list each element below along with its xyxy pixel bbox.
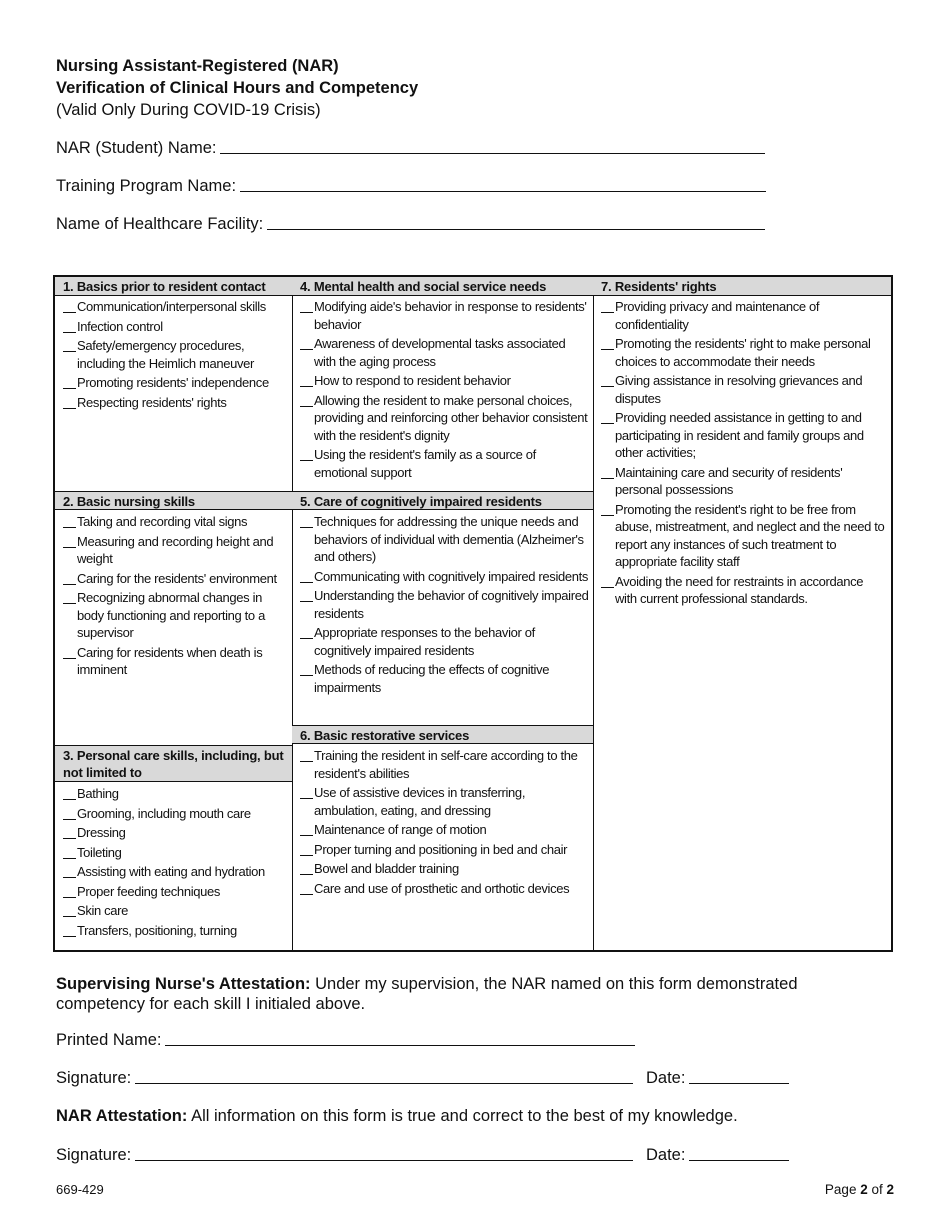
nar-signature-field[interactable]	[56, 1146, 633, 1165]
skill-item[interactable]: Maintenance of range of motion	[300, 821, 589, 839]
section-body	[292, 296, 593, 483]
skill-item[interactable]: Communicating with cognitively impaired residents	[300, 568, 589, 586]
title: Nursing Assistant-Registered (NAR)	[56, 57, 339, 75]
label: Name of Healthcare Facility:	[56, 215, 264, 233]
skill-item[interactable]: Caring for residents when death is imminent	[63, 644, 288, 679]
skill-item[interactable]: Grooming, including mouth care	[63, 805, 288, 823]
nurse-attestation	[56, 974, 846, 1014]
nurse-signature-field[interactable]	[56, 1069, 633, 1088]
skill-item[interactable]: Giving assistance in resolving grievances and disputes	[601, 372, 887, 407]
skills-table	[53, 275, 893, 952]
label: NAR (Student) Name:	[56, 139, 217, 157]
label: Date:	[646, 1146, 686, 1164]
skill-item[interactable]: Respecting residents' rights	[63, 394, 288, 412]
skill-item[interactable]: Promoting residents' independence	[63, 374, 288, 392]
input-line[interactable]	[689, 1160, 789, 1161]
subtitle: Verification of Clinical Hours and Competency	[56, 79, 419, 97]
program-name-field[interactable]	[56, 177, 766, 196]
skill-item[interactable]: Using the resident's family as a source of emotional support	[300, 446, 589, 481]
skill-item[interactable]: Understanding the behavior of cognitively impaired residents	[300, 587, 589, 622]
section-body	[55, 296, 292, 413]
nar-date-field[interactable]	[646, 1146, 789, 1165]
label: Signature:	[56, 1146, 132, 1164]
skill-item[interactable]: Proper turning and positioning in bed and chair	[300, 841, 589, 859]
printed-name-field[interactable]	[56, 1031, 635, 1050]
skill-item[interactable]: Proper feeding techniques	[63, 883, 288, 901]
skill-item[interactable]: Promoting the resident's right to be free from abuse, mistreatment, and neglect and the need to report any instances of such treatment to appropriate facility staff	[601, 501, 887, 571]
section-header: 7. Residents' rights	[593, 277, 891, 296]
facility-name-field[interactable]	[56, 215, 765, 234]
skill-item[interactable]: Toileting	[63, 844, 288, 862]
label: Signature:	[56, 1069, 132, 1087]
section-body	[55, 783, 292, 941]
student-name-field[interactable]	[56, 139, 765, 158]
section-header: 5. Care of cognitively impaired residents	[292, 491, 593, 510]
input-line[interactable]	[220, 153, 765, 154]
text: Under my supervision, the NAR named on this form demonstrated competency for each skill I initialed above.	[56, 975, 798, 1013]
skill-item[interactable]: Promoting the residents' right to make personal choices to accommodate their needs	[601, 335, 887, 370]
label: Date:	[646, 1069, 686, 1087]
skill-item[interactable]: Methods of reducing the effects of cognitive impairments	[300, 661, 589, 696]
skill-item[interactable]: Bathing	[63, 785, 288, 803]
input-line[interactable]	[135, 1160, 633, 1161]
skill-item[interactable]: Caring for the residents' environment	[63, 570, 288, 588]
label: Training Program Name:	[56, 177, 237, 195]
section-header: 1. Basics prior to resident contact	[55, 277, 292, 296]
skill-item[interactable]: Taking and recording vital signs	[63, 513, 288, 531]
validity-note: (Valid Only During COVID-19 Crisis)	[56, 101, 321, 119]
skill-item[interactable]: How to respond to resident behavior	[300, 372, 589, 390]
skill-item[interactable]: Safety/emergency procedures, including the Heimlich maneuver	[63, 337, 288, 372]
nar-attestation	[56, 1107, 738, 1126]
skill-item[interactable]: Measuring and recording height and weight	[63, 533, 288, 568]
skill-item[interactable]: Recognizing abnormal changes in body functioning and reporting to a supervisor	[63, 589, 288, 642]
skill-item[interactable]: Maintaining care and security of residents' personal possessions	[601, 464, 887, 499]
skill-item[interactable]: Allowing the resident to make personal choices, providing and reinforcing other behavior consistent with the resident's dignity	[300, 392, 589, 445]
label: Printed Name:	[56, 1031, 162, 1049]
nurse-date-field[interactable]	[646, 1069, 789, 1088]
skill-item[interactable]: Providing needed assistance in getting to and participating in resident and family groups and other activities;	[601, 409, 887, 462]
skill-item[interactable]: Communication/interpersonal skills	[63, 298, 288, 316]
skill-item[interactable]: Training the resident in self-care according to the resident's abilities	[300, 747, 589, 782]
input-line[interactable]	[135, 1083, 633, 1084]
skill-item[interactable]: Care and use of prosthetic and orthotic devices	[300, 880, 589, 898]
section-header: 6. Basic restorative services	[292, 725, 593, 744]
skill-item[interactable]: Awareness of developmental tasks associated with the aging process	[300, 335, 589, 370]
column-3	[593, 277, 891, 950]
section-body	[593, 296, 891, 610]
input-line[interactable]	[240, 191, 766, 192]
skill-item[interactable]: Use of assistive devices in transferring, ambulation, eating, and dressing	[300, 784, 589, 819]
column-2	[292, 277, 594, 950]
input-line[interactable]	[165, 1045, 635, 1046]
skill-item[interactable]: Infection control	[63, 318, 288, 336]
skill-item[interactable]: Avoiding the need for restraints in accordance with current professional standards.	[601, 573, 887, 608]
input-line[interactable]	[267, 229, 765, 230]
column-1	[55, 277, 293, 950]
label: NAR Attestation:	[56, 1107, 188, 1125]
form-number: 669-429	[56, 1182, 104, 1197]
skill-item[interactable]: Appropriate responses to the behavior of cognitively impaired residents	[300, 624, 589, 659]
label: Supervising Nurse's Attestation:	[56, 975, 311, 993]
skill-item[interactable]: Transfers, positioning, turning	[63, 922, 288, 940]
input-line[interactable]	[689, 1083, 789, 1084]
skill-item[interactable]: Skin care	[63, 902, 288, 920]
section-body	[292, 511, 593, 698]
section-body	[292, 745, 593, 899]
section-body	[55, 511, 292, 681]
page-number: Page 2 of 2	[824, 1182, 894, 1197]
text: All information on this form is true and correct to the best of my knowledge.	[187, 1107, 738, 1125]
section-header: 2. Basic nursing skills	[55, 491, 292, 510]
skill-item[interactable]: Providing privacy and maintenance of confidentiality	[601, 298, 887, 333]
skill-item[interactable]: Assisting with eating and hydration	[63, 863, 288, 881]
skill-item[interactable]: Bowel and bladder training	[300, 860, 589, 878]
section-header: 3. Personal care skills, including, but not limited to	[55, 745, 292, 782]
section-header: 4. Mental health and social service needs	[292, 277, 593, 296]
skill-item[interactable]: Dressing	[63, 824, 288, 842]
skill-item[interactable]: Modifying aide's behavior in response to residents' behavior	[300, 298, 589, 333]
skill-item[interactable]: Techniques for addressing the unique needs and behaviors of individual with dementia (Alzheimer's and others)	[300, 513, 589, 566]
